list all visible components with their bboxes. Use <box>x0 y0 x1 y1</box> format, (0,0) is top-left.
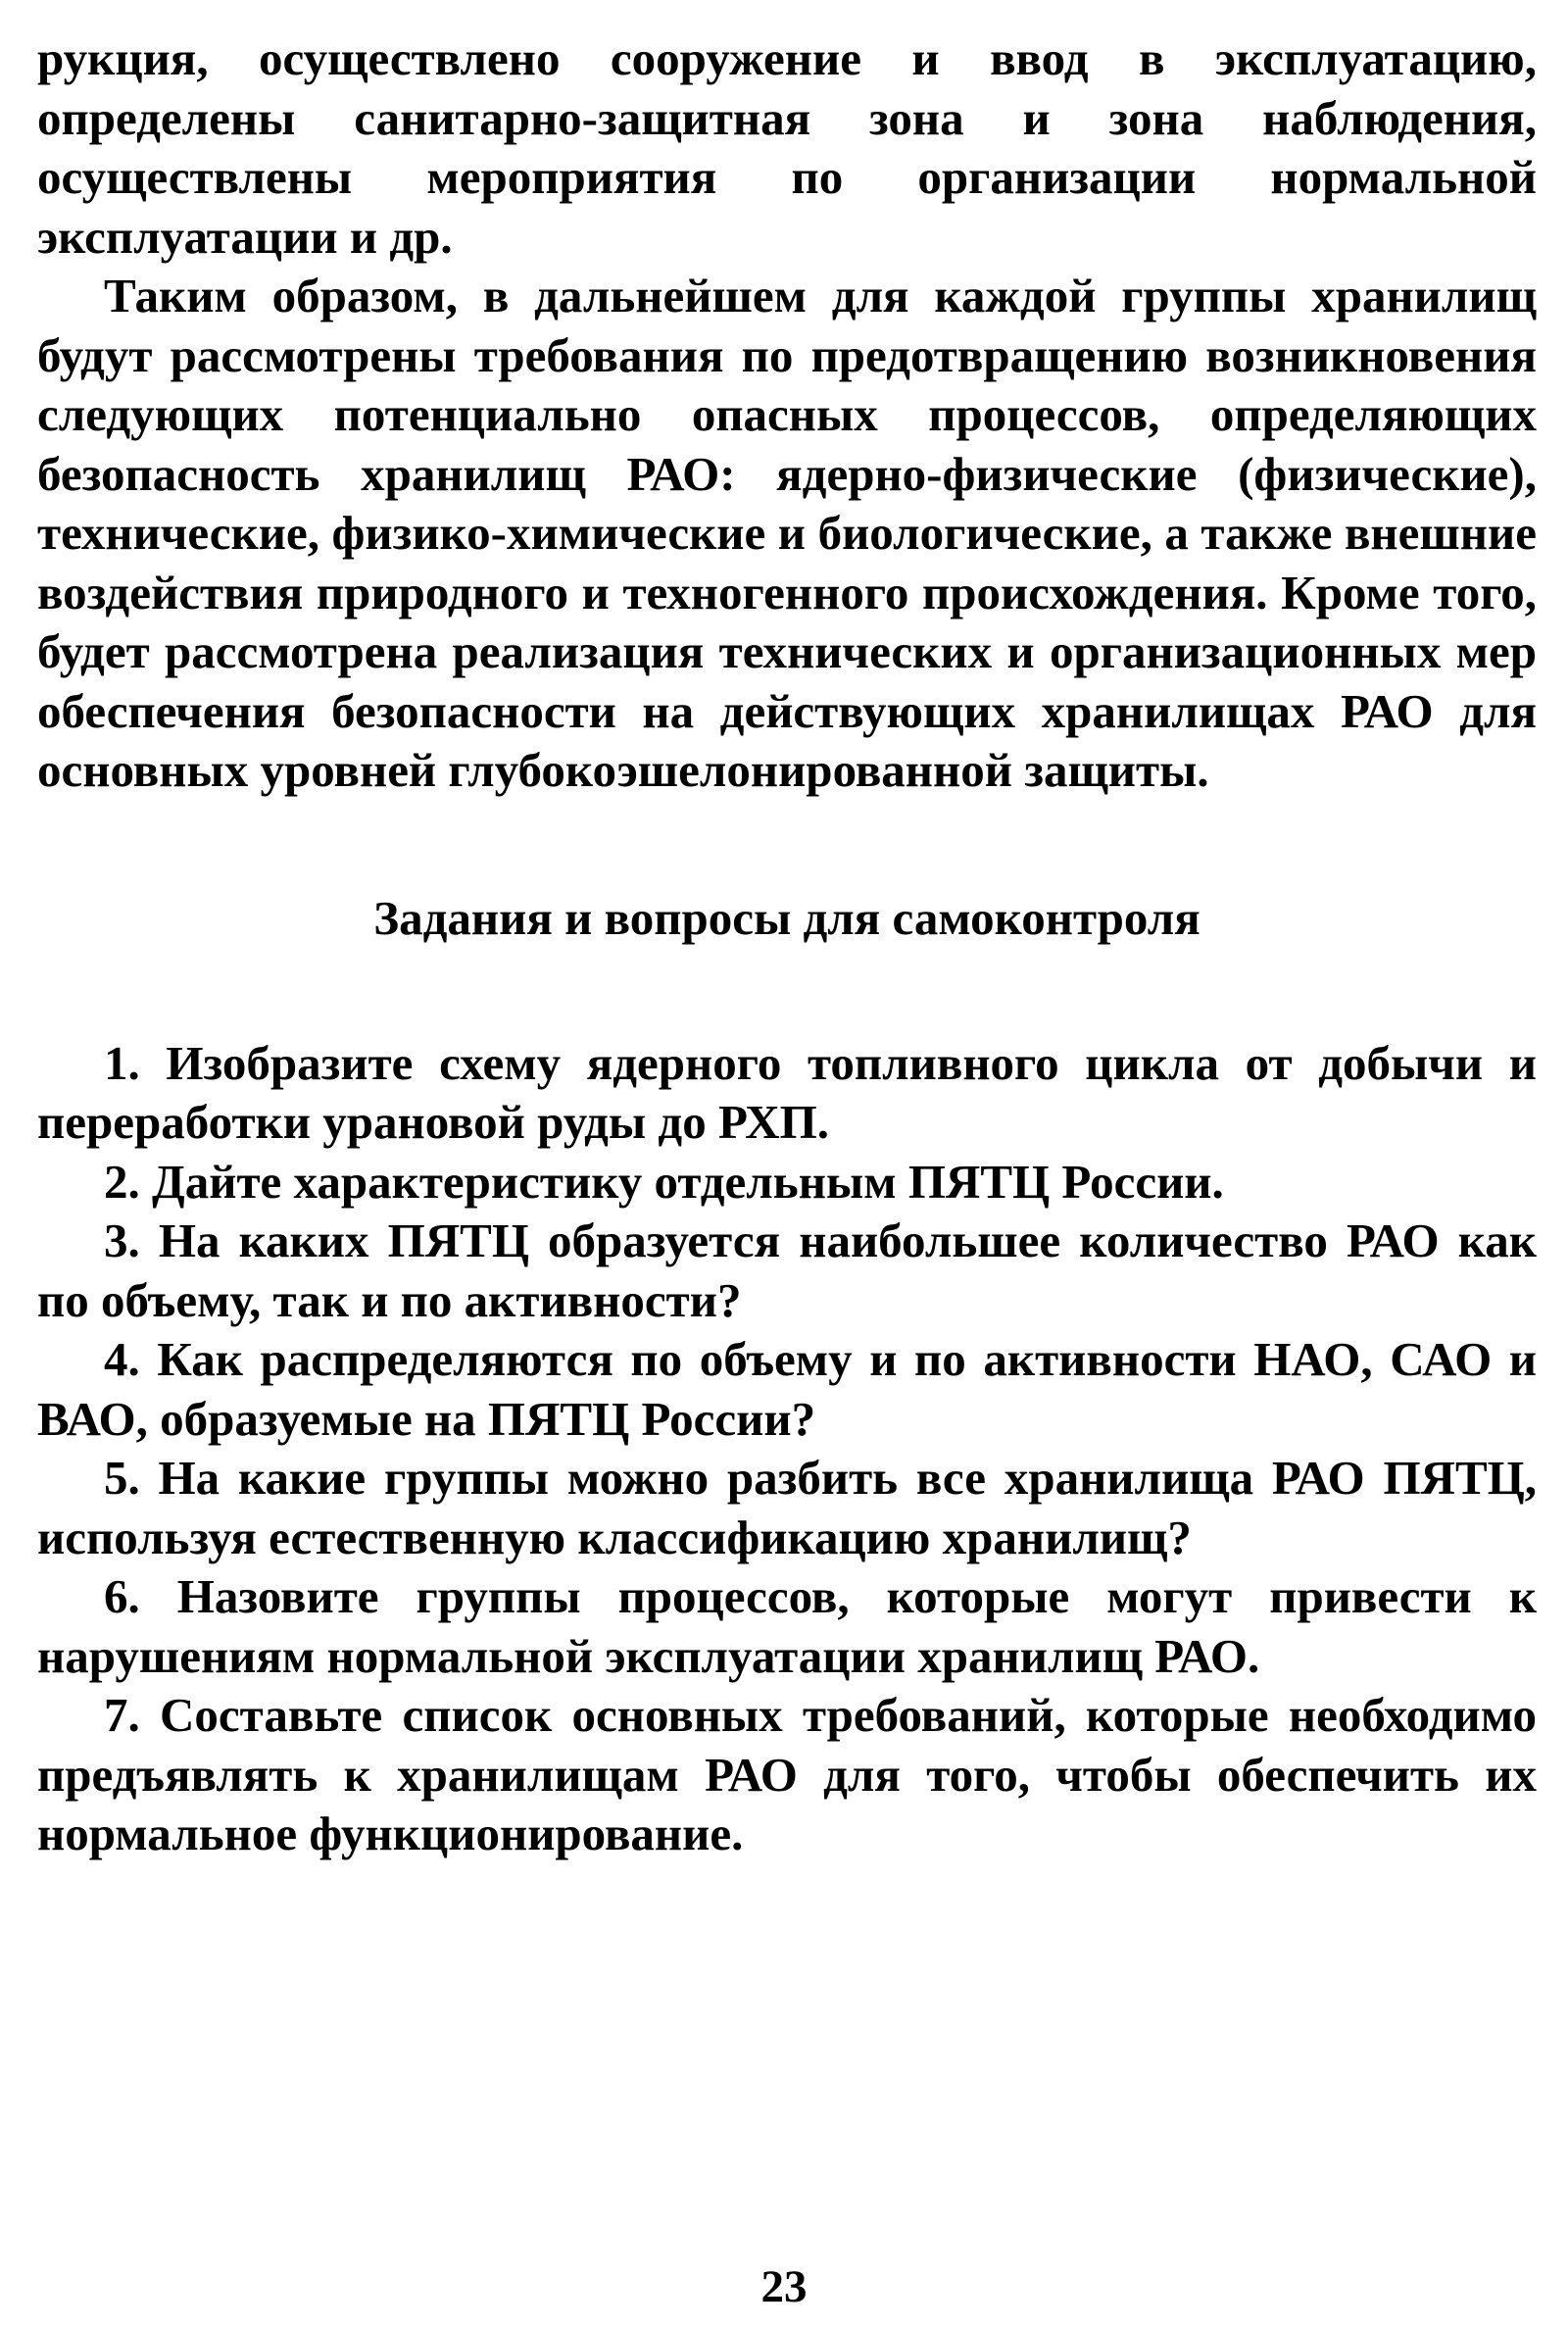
task-item: 1. Изобразите схему ядерного топливного цикла от добычи и переработки урановой руды до РХП. <box>37 1035 1537 1149</box>
page-content <box>37 29 1537 1864</box>
task-item: 2. Дайте характеристику отдельным ПЯТЦ России. <box>104 1154 1224 1209</box>
paragraph-summary: Таким образом, в дальнейшем для каждой группы хранилищ будут рассмотрены требования по предотвращению возникновения следующих потенциально опасных процессов, определяющих безопасность хранилищ РАО: ядерно-физические (физические), технические, физико-химические и биологические, а также внешние воздействия природного и техногенного происхождения. Кроме того, будет рассмотрена реализация технических и организационных мер обеспечения безопасности на действующих хранилищах РАО для основных уровней глубокоэшелонированной защиты. <box>37 269 1537 797</box>
page-number: 23 <box>760 2261 808 2312</box>
paragraph-continuation: рукция, осуществлено сооружение и ввод в эксплуатацию, определены санитарно-защитная зона и зона наблюдения, осуществлены мероприятия по организации нормальной эксплуатации и др. <box>37 31 1537 264</box>
task-item: 7. Составьте список основных требований, которые необходимо предъявлять к хранилищам РАО для того, чтобы обеспечить их нормальное функционирование. <box>37 1688 1537 1860</box>
task-item: 4. Как распределяются по объему и по активности НАО, САО и ВАО, образуемые на ПЯТЦ России? <box>37 1332 1537 1446</box>
task-item: 3. На каких ПЯТЦ образуется наибольшее количество РАО как по объему, так и по активности? <box>37 1213 1537 1327</box>
task-item: 5. На какие группы можно разбить все хранилища РАО ПЯТЦ, используя естественную классификацию хранилищ? <box>37 1451 1537 1564</box>
task-list <box>37 1034 1537 1864</box>
task-item: 6. Назовите группы процессов, которые могут привести к нарушениям нормальной эксплуатации хранилищ РАО. <box>37 1569 1537 1683</box>
section-heading: Задания и вопросы для самоконтроля <box>373 890 1200 945</box>
